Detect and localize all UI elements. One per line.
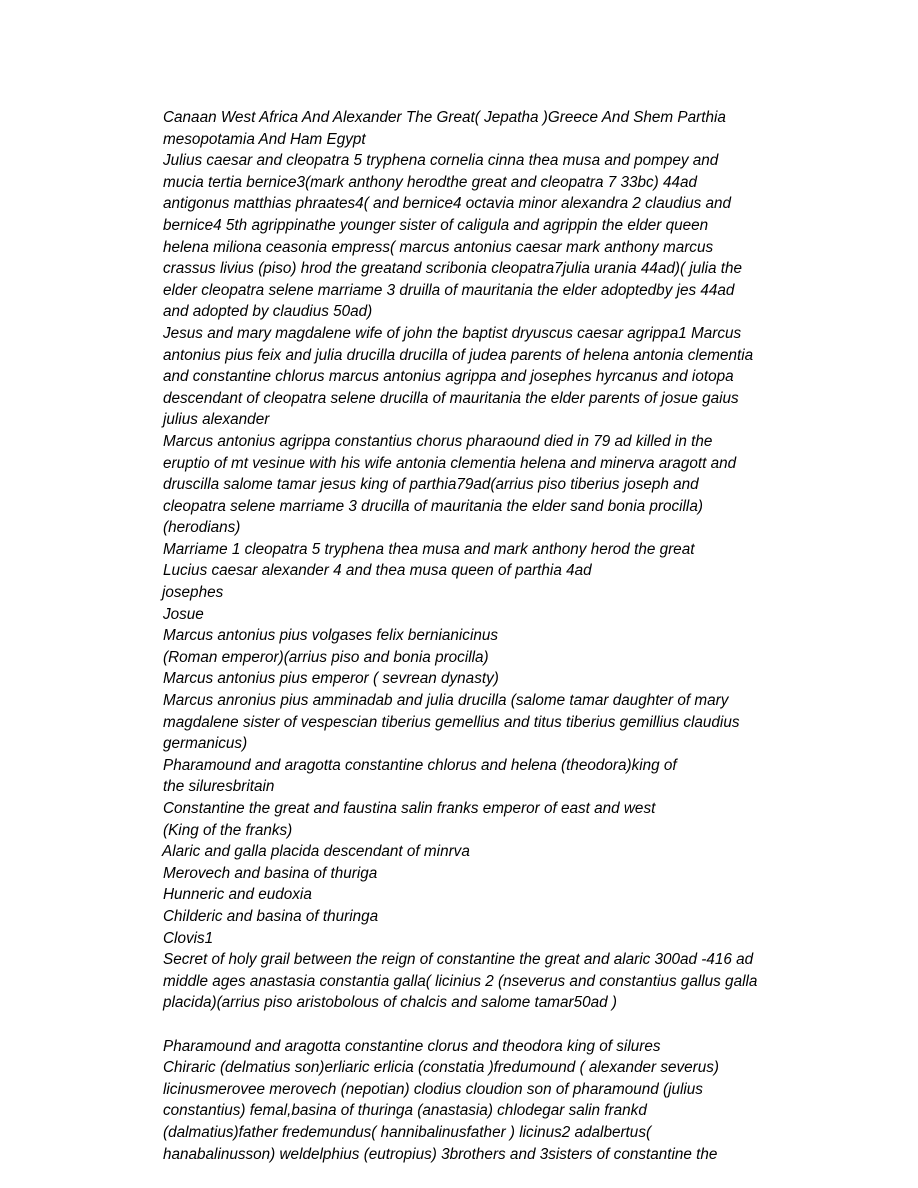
text-line: licinusmerovee merovech (nepotian) clodius cloudion son of pharamound (julius: [163, 1080, 703, 1098]
text-line: Merovech and basina of thuriga: [163, 864, 378, 882]
text-line: hanabalinusson) weldelphius (eutropius) 3brothers and 3sisters of constantine the: [163, 1145, 718, 1163]
text-line: the siluresbritain: [163, 778, 275, 796]
text-line: Childeric and basina of thuringa: [163, 907, 379, 925]
text-line: mesopotamia And Ham Egypt: [163, 130, 366, 148]
text-line: and adopted by claudius 50ad): [163, 303, 373, 321]
text-line: Marcus antonius pius emperor ( sevrean dynasty): [163, 670, 499, 688]
text-line: descendant of cleopatra selene drucilla of mauritania the elder parents of josue gaius: [163, 389, 739, 407]
text-line: (Roman emperor)(arrius piso and bonia procilla): [163, 648, 489, 666]
text-line: Chiraric (delmatius son)erliaric erlicia (constatia )fredumound ( alexander severus): [163, 1059, 719, 1077]
text-line: druscilla salome tamar jesus king of parthia79ad(arrius piso tiberius joseph and: [163, 476, 699, 494]
text-line: eruptio of mt vesinue with his wife antonia clementia helena and minerva aragott and: [163, 454, 737, 472]
text-line: crassus livius (piso) hrod the greatand scribonia cleopatra7julia urania 44ad)( julia the: [163, 260, 743, 278]
text-line: Josue: [163, 605, 204, 623]
text-line: and constantine chlorus marcus antonius agrippa and josephes hyrcanus and iotopa: [163, 368, 734, 386]
text-line: josephes: [162, 584, 224, 602]
text-line: cleopatra selene marriame 3 drucilla of mauritania the elder sand bonia procilla): [163, 497, 703, 515]
text-line: elder cleopatra selene marriame 3 druilla of mauritania the elder adoptedby jes 44ad: [163, 281, 735, 299]
text-line: Julius caesar and cleopatra 5 tryphena cornelia cinna thea musa and pompey and: [163, 152, 719, 170]
document-body: [163, 107, 863, 1165]
text-line: (herodians): [163, 519, 241, 537]
text-line: antonius pius feix and julia drucilla drucilla of judea parents of helena antonia clementia: [163, 346, 754, 364]
text-line: bernice4 5th agrippinathe younger sister of caligula and agrippin the elder queen: [163, 216, 709, 234]
text-line: (King of the franks): [163, 821, 293, 839]
text-line: julius alexander: [163, 411, 270, 429]
text-line: Pharamound and aragotta constantine chlorus and helena (theodora)king of: [163, 756, 677, 774]
text-line: Marriame 1 cleopatra 5 tryphena thea musa and mark anthony herod the great: [163, 540, 695, 558]
text-line: antigonus matthias phraates4( and bernice4 octavia minor alexandra 2 claudius and: [163, 195, 732, 213]
paragraph-gap: [163, 1014, 863, 1036]
text-line: constantius) femal,basina of thuringa (anastasia) chlodegar salin frankd: [163, 1102, 647, 1120]
text-line: mucia tertia bernice3(mark anthony herodthe great and cleopatra 7 33bc) 44ad: [163, 173, 698, 191]
text-line: Marcus anronius pius amminadab and julia drucilla (salome tamar daughter of mary: [163, 692, 729, 710]
text-line: Constantine the great and faustina salin franks emperor of east and west: [163, 800, 656, 817]
text-line: Secret of holy grail between the reign of constantine the great and alaric 300ad -416 ad: [163, 951, 754, 969]
text-line: Canaan West Africa And Alexander The Great( Jepatha )Greece And Shem Parthia: [163, 109, 726, 126]
text-line: Clovis1: [163, 929, 214, 947]
text-line: Hunneric and eudoxia: [163, 886, 312, 904]
text-line: placida)(arrius piso aristobolous of chalcis and salome tamar50ad ): [163, 994, 618, 1012]
text-line: helena miliona ceasonia empress( marcus antonius caesar mark anthony marcus: [163, 238, 714, 256]
text-line: Jesus and mary magdalene wife of john the baptist dryuscus caesar agrippa1 Marcus: [163, 324, 742, 342]
text-line: Pharamound and aragotta constantine clorus and theodora king of silures: [163, 1037, 661, 1055]
text-line: germanicus): [163, 735, 248, 753]
text-line: Marcus antonius agrippa constantius chorus pharaound died in 79 ad killed in the: [163, 432, 713, 450]
text-line: Lucius caesar alexander 4 and thea musa queen of parthia 4ad: [163, 562, 592, 580]
text-line: Marcus antonius pius volgases felix bernianicinus: [163, 627, 499, 645]
text-line: Alaric and galla placida descendant of minrva: [162, 843, 470, 861]
text-line: middle ages anastasia constantia galla( licinius 2 (nseverus and constantius gallus galla: [163, 972, 758, 990]
text-line: magdalene sister of vespescian tiberius gemellius and titus tiberius gemillius claudius: [163, 713, 740, 731]
text-line: (dalmatius)father fredemundus( hannibalinusfather ) licinus2 adalbertus(: [163, 1123, 652, 1141]
